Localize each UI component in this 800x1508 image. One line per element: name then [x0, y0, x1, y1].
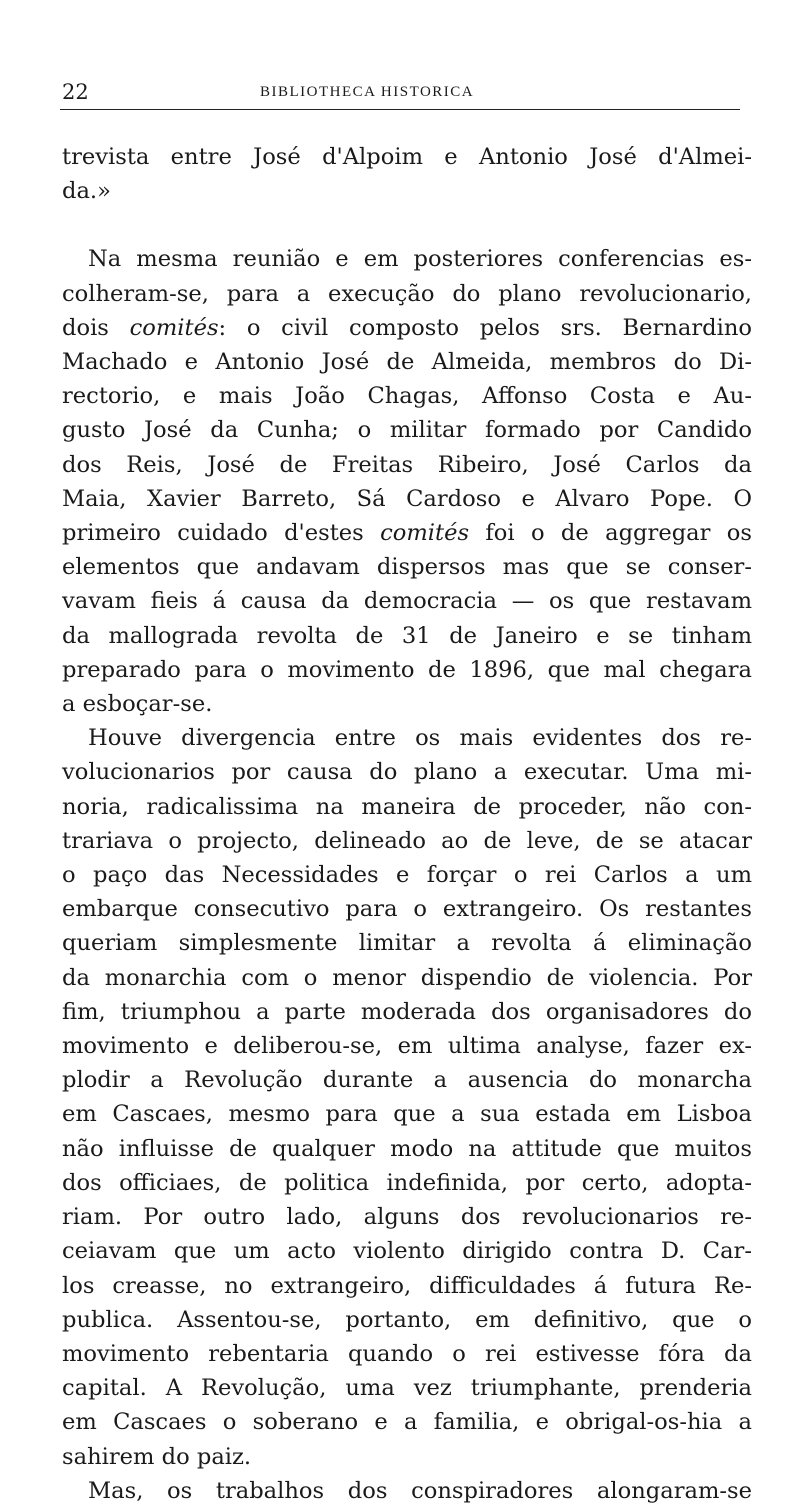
- text-line: riam. Por outro lado, alguns dos revolucionarios re-: [62, 1204, 752, 1231]
- text-line: Mas, os trabalhos dos conspiradores alongaram-se: [88, 1477, 752, 1504]
- paragraph-gap: [62, 208, 752, 242]
- text-line: trariava o projecto, delineado ao de leve, de se atacar: [62, 827, 752, 854]
- page-number: 22: [62, 80, 89, 104]
- text-line: da.»: [62, 178, 111, 205]
- italic-term: comités: [380, 520, 470, 547]
- text-line: dos officiaes, de politica indefinida, por certo, adopta-: [62, 1169, 752, 1196]
- text-line: noria, radicalissima na maneira de proceder, não con-: [62, 793, 752, 820]
- text-line: publica. Assentou-se, portanto, em definitivo, que o: [62, 1306, 752, 1333]
- text-line: volucionarios por causa do plano a executar. Uma mi-: [62, 759, 752, 786]
- text-line: embarque consecutivo para o extrangeiro. Os restantes: [62, 896, 752, 923]
- paragraph-divergencia: [62, 721, 752, 1473]
- paragraph-continuation: [62, 140, 752, 208]
- text-line: movimento rebentaria quando o rei estivesse fóra da: [62, 1340, 752, 1367]
- text-line: em Cascaes, mesmo para que a sua estada em Lisboa: [62, 1101, 752, 1128]
- text-line: dos Reis, José de Freitas Ribeiro, José Carlos da: [62, 451, 752, 478]
- header-rule: [60, 109, 740, 110]
- text-line: elementos que andavam dispersos mas que se conser-: [62, 554, 752, 581]
- running-head: BIBLIOTHECA HISTORICA: [260, 84, 475, 100]
- text-line: Na mesma reunião e em posteriores conferencias es-: [88, 246, 752, 273]
- text-line: não influisse de qualquer modo na attitude que muitos: [62, 1135, 752, 1162]
- text-line: vavam fieis á causa da democracia — os que restavam: [62, 588, 752, 615]
- paragraph-comites: [62, 242, 752, 721]
- text-line: ceiavam que um acto violento dirigido contra D. Car-: [62, 1238, 752, 1265]
- italic-term: comités: [129, 314, 219, 341]
- text-line: em Cascaes o soberano e a familia, e obrigal-os-hia a: [62, 1409, 752, 1436]
- text-line: preparado para o movimento de 1896, que mal chegara: [62, 656, 752, 683]
- page-header: [60, 78, 740, 110]
- text-line: o paço das Necessidades e forçar o rei Carlos a um: [62, 862, 752, 889]
- text-line: los creasse, no extrangeiro, difficuldades á futura Re-: [62, 1272, 752, 1299]
- text-line: gusto José da Cunha; o militar formado por Candido: [62, 417, 752, 444]
- text-line: Maia, Xavier Barreto, Sá Cardoso e Alvaro Pope. O: [62, 485, 752, 512]
- text-line: colheram-se, para a execução do plano revolucionario,: [62, 280, 752, 307]
- text-line: sahirem do paiz.: [62, 1443, 252, 1470]
- text-line: fim, triumphou a parte moderada dos organisadores do: [62, 998, 752, 1025]
- paragraph-conspiradores: [62, 1474, 752, 1508]
- text-line: plodir a Revolução durante a ausencia do monarcha: [62, 1067, 752, 1094]
- text-line: Houve divergencia entre os mais evidentes dos re-: [88, 725, 752, 752]
- text-line: da mallograda revolta de 31 de Janeiro e se tinham: [62, 622, 752, 649]
- text-line: a esboçar-se.: [62, 691, 213, 718]
- text-line: trevista entre José d'Alpoim e Antonio José d'Almei-: [62, 144, 752, 170]
- text-line: primeiro cuidado d'estes comités foi o de aggregar os: [62, 520, 752, 547]
- body-text: [62, 140, 752, 1508]
- text-line: capital. A Revolução, uma vez triumphante, prenderia: [62, 1375, 752, 1402]
- text-line: da monarchia com o menor dispendio de violencia. Por: [62, 964, 752, 991]
- text-line: Machado e Antonio José de Almeida, membros do Di-: [62, 349, 752, 376]
- text-line: movimento e deliberou-se, em ultima analyse, fazer ex-: [62, 1033, 752, 1060]
- text-line: dois comités: o civil composto pelos srs. Bernardino: [62, 314, 752, 341]
- text-line: queriam simplesmente limitar a revolta á eliminação: [62, 930, 752, 957]
- text-line: rectorio, e mais João Chagas, Affonso Costa e Au-: [62, 383, 752, 410]
